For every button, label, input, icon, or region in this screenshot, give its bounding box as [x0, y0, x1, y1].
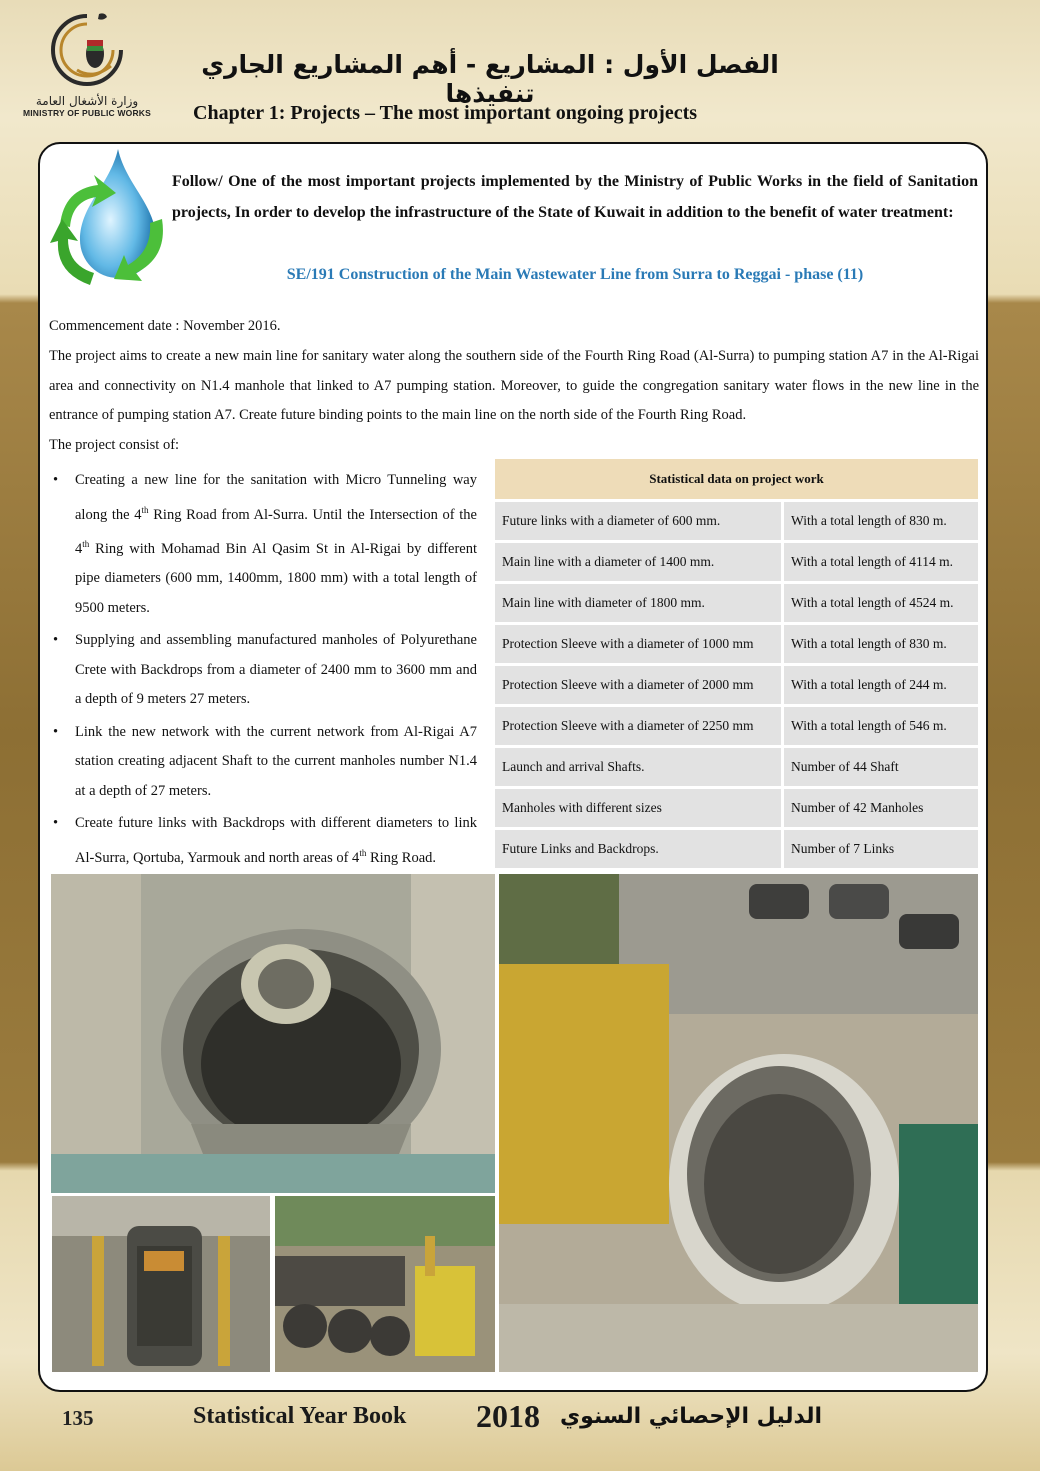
chapter-title-english: Chapter 1: Projects – The most important ongoing projects [193, 102, 698, 124]
ministry-logo [22, 10, 152, 128]
footer-book-title-arabic: الدليل الإحصائي السنوي [560, 1404, 823, 1429]
list-item: • Supplying and assembling manufactured manholes of Polyurethane Crete with Backdrops from a diameter of 2400 mm to 3600 mm and a depth of 9 meters 27 meters. [50, 626, 477, 715]
logo-arabic-name: وزارة الأشغال العامة [35, 94, 139, 108]
table-row: Future Links and Backdrops. Number of 7 Links [495, 830, 978, 868]
project-consist-label: The project consist of: [49, 437, 180, 453]
statistical-data-table [495, 456, 978, 871]
list-item: • Link the new network with the current network from Al-Rigai A7 station creating adjacent Shaft to the current manholes number N1.4 at a depth of 27 meters. [50, 718, 477, 807]
chapter-title-arabic: الفصل الأول : المشاريع - أهم المشاريع الجاري تنفيذها [201, 50, 779, 108]
intro-paragraph: Follow/ One of the most important projects implemented by the Ministry of Public Works in the field of Sanitation projects, In order to develop the infrastructure of the State of Kuwait in addition to the benefit of water treatment: [172, 173, 978, 221]
table-row: Main line with diameter of 1800 mm. With a total length of 4524 m. [495, 584, 978, 622]
project-title: SE/191 Construction of the Main Wastewater Line from Surra to Reggai - phase (11) [286, 266, 864, 283]
project-aim-paragraph: The project aims to create a new main line for sanitary water along the southern side of the Fourth Ring Road (Al-Surra) to pumping station A7 in the Al-Rigai area and connectivity on N1.4 manhole that linked to A7 pumping station. Moreover, to guide the congregation sanitary water flows in the new line in the entrance of pumping station A7. Create future binding points to the main line on the north side of the Fourth Ring Road. [49, 348, 979, 423]
project-components-list [50, 466, 477, 876]
table-row: Manholes with different sizes Number of 42 Manholes [495, 789, 978, 827]
table-row: Future links with a diameter of 600 mm. With a total length of 830 m. [495, 502, 978, 540]
manhole-construction-photo [51, 874, 495, 1193]
table-row: Protection Sleeve with a diameter of 2000 mm With a total length of 244 m. [495, 666, 978, 704]
footer-year: 2018 [476, 1398, 540, 1434]
table-row: Protection Sleeve with a diameter of 2250 mm With a total length of 546 m. [495, 707, 978, 745]
list-item: • Create future links with Backdrops with different diameters to link Al-Surra, Qortuba, Yarmouk and north areas of 4th Ring Road. [50, 809, 477, 873]
shaft-excavation-site-photo [499, 874, 978, 1372]
ministry-emblem-icon [47, 10, 127, 92]
water-recycle-icon [50, 145, 170, 295]
pipe-storage-site-photo [275, 1196, 495, 1372]
logo-english-name: MINISTRY OF PUBLIC WORKS [22, 108, 152, 118]
bullet-icon: • [53, 815, 59, 832]
page-number: 135 [62, 1406, 94, 1430]
table-row: Main line with a diameter of 1400 mm. With a total length of 4114 m. [495, 543, 978, 581]
footer-book-title: Statistical Year Book [193, 1403, 407, 1429]
bullet-icon: • [53, 472, 59, 488]
bullet-icon: • [53, 723, 59, 740]
table-header: Statistical data on project work [495, 459, 978, 499]
bullet-icon: • [53, 632, 59, 649]
table-row: Protection Sleeve with a diameter of 1000 mm With a total length of 830 m. [495, 625, 978, 663]
table-row: Launch and arrival Shafts. Number of 44 Shaft [495, 748, 978, 786]
list-item: • Creating a new line for the sanitation with Micro Tunneling way along the 4th Ring Road from Al-Surra. Until the Intersection of the 4th Ring with Mohamad Bin Al Qasim St in Al-Rigai by different pipe diameters (600 mm, 1400mm, 1800 mm) with a total length of 9500 meters. [50, 466, 477, 623]
tunnel-boring-photo [52, 1196, 270, 1372]
commencement-date: Commencement date : November 2016. [49, 318, 281, 334]
